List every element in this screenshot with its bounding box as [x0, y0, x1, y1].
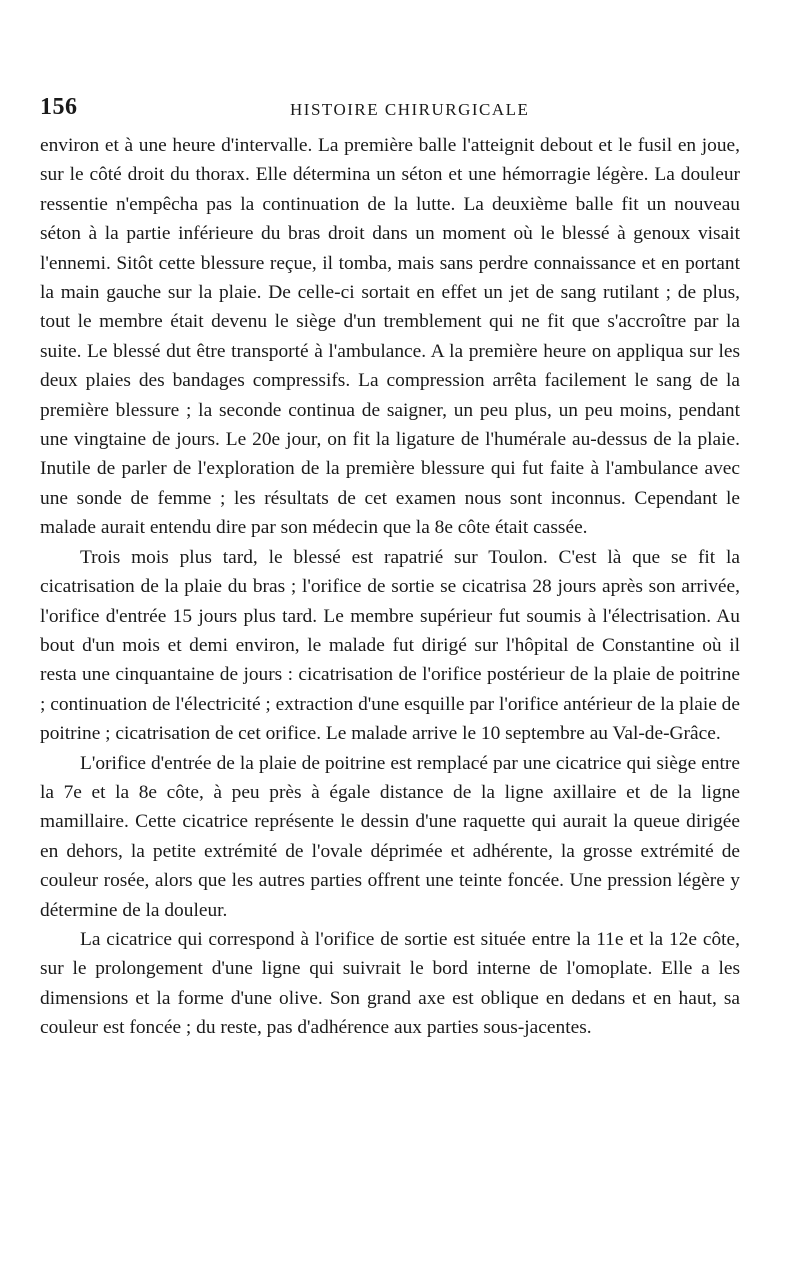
paragraph: La cicatrice qui correspond à l'orifice de sortie est située entre la 11e et la 12e côte, sur le prolongement d'une ligne qui suivrait le bord interne de l'omoplate. Elle a les dimensions et la forme d'une olive. Son grand axe est oblique en dedans et en haut, sa couleur est foncée ; du reste, pas d'adhérence aux parties sous-jacentes.: [40, 928, 740, 1039]
page-header: [40, 94, 740, 124]
paragraph: L'orifice d'entrée de la plaie de poitrine est remplacé par une cicatrice qui siège entre la 7e et la 8e côte, à peu près à égale distance de la ligne axillaire et de la ligne mamillaire. Cette cicatrice représente le dessin d'une raquette qui aurait la queue dirigée en dehors, la petite extrémité de l'ovale déprimée et adhérente, la grosse extrémité de couleur rosée, alors que les autres parties offrent une teinte foncée. Une pression légère y détermine de la douleur.: [40, 752, 740, 921]
paragraph: environ et à une heure d'intervalle. La première balle l'atteignit debout et le fusil en joue, sur le côté droit du thorax. Elle détermina un séton et une hémorragie légère. La douleur ressentie n'empêcha pas la continuation de la lutte. La deuxième balle fit un nouveau séton à la partie inférieure du bras droit dans un moment où le blessé à genoux visait l'ennemi. Sitôt cette blessure reçue, il tomba, mais sans perdre connaissance et en portant la main gauche sur la plaie. De celle-ci sortait en effet un jet de sang rutilant ; de plus, tout le membre était devenu le siège d'un tremblement qui ne fit que s'accroître par la suite. Le blessé dut être transporté à l'ambulance. A la première heure on appliqua sur les deux plaies des bandages compressifs. La compression arrêta facilement le sang de la première blessure ; la seconde continua de saigner, un peu plus, un peu moins, pendant une vingtaine de jours. Le 20e jour, on fit la ligature de l'humérale au-dessus de la plaie. Inutile de parler de l'exploration de la première blessure qui fut faite à l'ambulance avec une sonde de femme ; les résultats de cet examen nous sont inconnus. Cependant le malade aurait entendu dire par son médecin que la 8e côte était cassée.: [40, 135, 740, 539]
page-number: 156: [40, 94, 78, 120]
body-text: [40, 131, 740, 1043]
running-title: HISTOIRE CHIRURGICALE: [290, 100, 530, 119]
paragraph: Trois mois plus tard, le blessé est rapatrié sur Toulon. C'est là que se fit la cicatrisation de la plaie du bras ; l'orifice de sortie se cicatrisa 28 jours après son arrivée, l'orifice d'entrée 15 jours plus tard. Le membre supérieur fut soumis à l'électrisation. Au bout d'un mois et demi environ, le malade fut dirigé sur l'hôpital de Constantine où il resta une cinquantaine de jours : cicatrisation de l'orifice postérieur de la plaie de poitrine ; continuation de l'électricité ; extraction d'une esquille par l'orifice antérieur de la plaie de poitrine ; cicatrisation de cet orifice. Le malade arrive le 10 septembre au Val-de-Grâce.: [40, 546, 740, 745]
